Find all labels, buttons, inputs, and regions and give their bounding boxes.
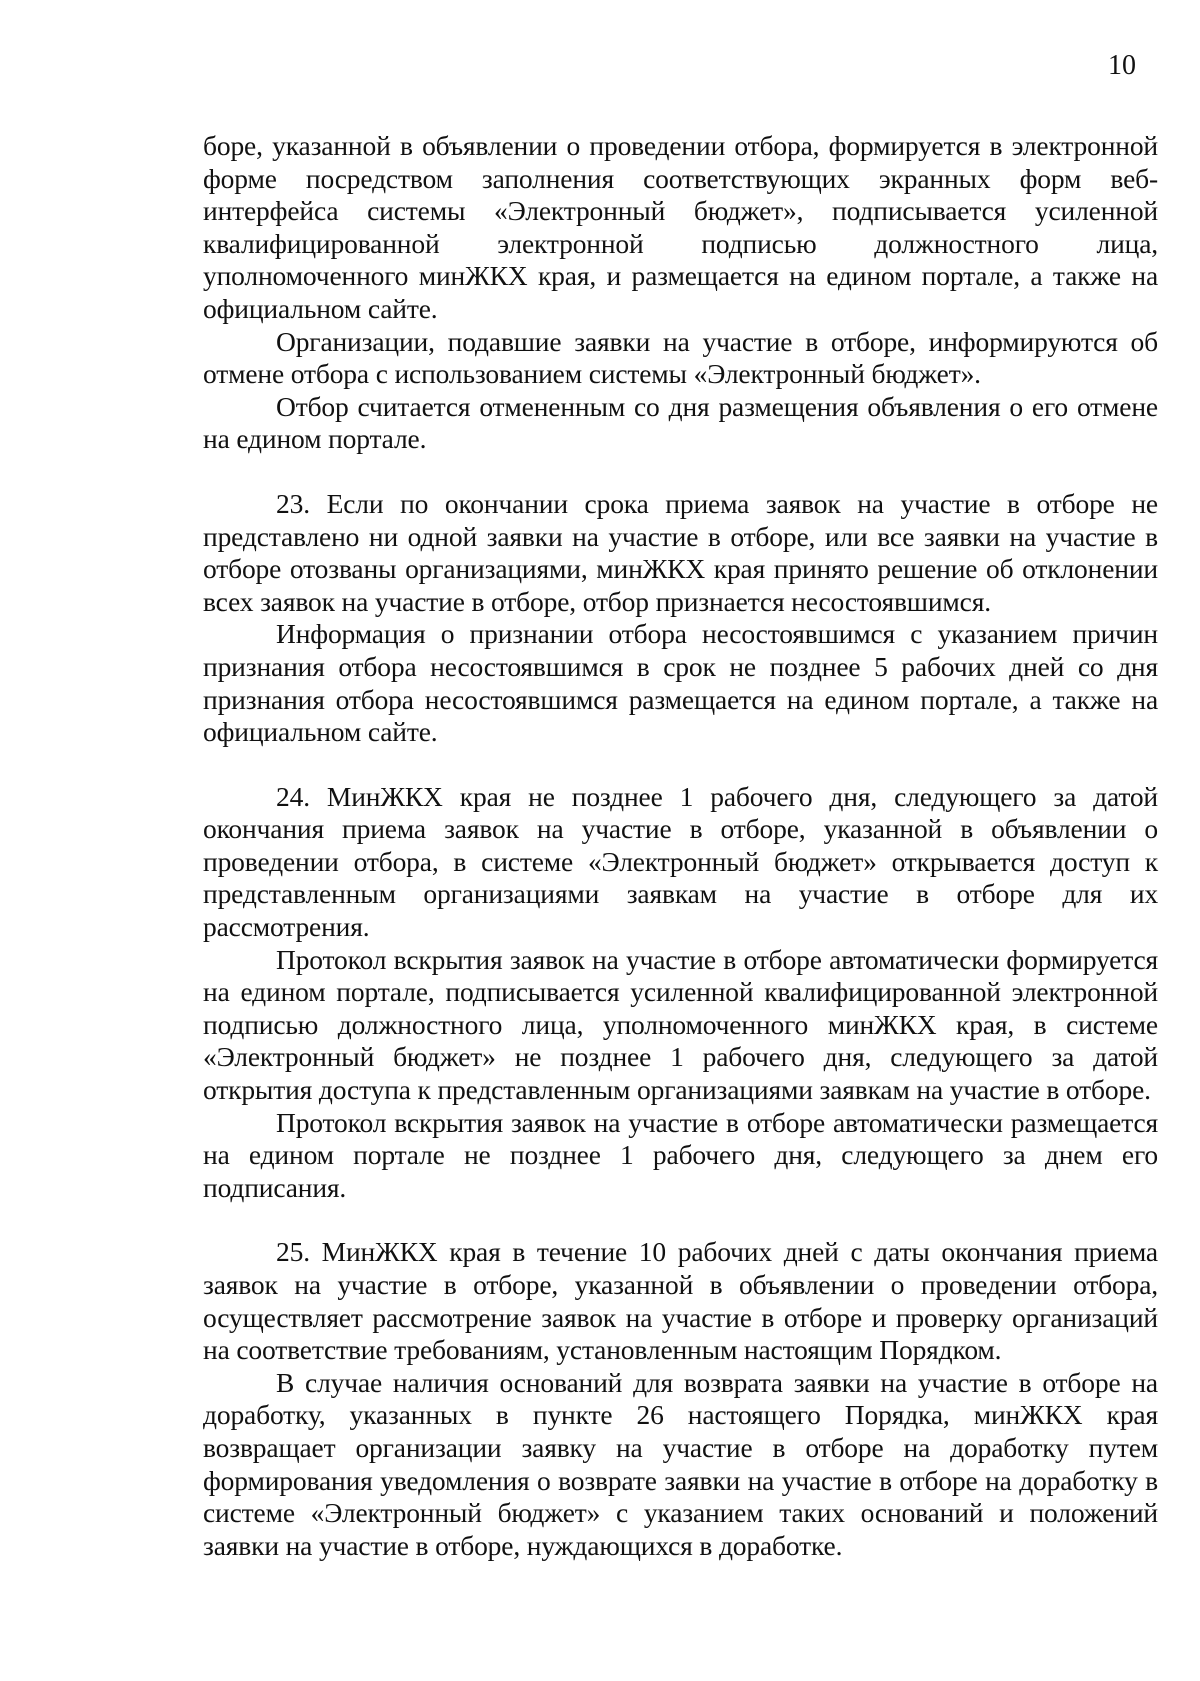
paragraph: В случае наличия оснований для возврата заявки на участие в отборе на доработку, указанных в пункте 26 настоящего Порядка, минЖКХ края возвращает организации заявку на участие в отборе на доработку путем формирования уведомления о возврате заявки на участие в отборе на доработку в системе «Электронный бюджет» с указанием таких оснований и положений заявки на участие в отборе, нуждающихся в доработке. <box>203 1366 1158 1561</box>
paragraph: Организации, подавшие заявки на участие в отборе, информируются об отмене отбора с использованием системы «Электронный бюджет». <box>203 325 1158 390</box>
paragraph: Информация о признании отбора несостоявшимся с указанием причин признания отбора несостоявшимся в срок не позднее 5 рабочих дней со дня признания отбора несостоявшимся размещается на едином портале, а также на официальном сайте. <box>203 618 1158 748</box>
paragraph: Протокол вскрытия заявок на участие в отборе автоматически формируется на едином портале, подписывается усиленной квалифицированной электронной подписью должностного лица, уполномоченного минЖКХ края, в системе «Электронный бюджет» не позднее 1 рабочего дня, следующего за датой открытия доступа к представленным организациями заявкам на участие в отборе. <box>203 943 1158 1106</box>
paragraph: Отбор считается отмененным со дня размещения объявления о его отмене на едином портале. <box>203 390 1158 455</box>
page-number: 10 <box>1108 50 1136 81</box>
paragraph-item-24: 24. МинЖКХ края не позднее 1 рабочего дня, следующего за датой окончания приема заявок на участие в отборе, указанной в объявлении о проведении отбора, в системе «Электронный бюджет» открывается доступ к представленным организациями заявкам на участие в отборе для их рассмотрения. <box>203 780 1158 943</box>
paragraph: Протокол вскрытия заявок на участие в отборе автоматически размещается на едином портале не позднее 1 рабочего дня, следующего за днем его подписания. <box>203 1106 1158 1203</box>
paragraph-item-23: 23. Если по окончании срока приема заявок на участие в отборе не представлено ни одной заявки на участие в отборе, или все заявки на участие в отборе отозваны организациями, минЖКХ края принято решение об отклонении всех заявок на участие в отборе, отбор признается несостоявшимся. <box>203 487 1158 617</box>
paragraph-item-25: 25. МинЖКХ края в течение 10 рабочих дней с даты окончания приема заявок на участие в отборе, указанной в объявлении о проведении отбора, осуществляет рассмотрение заявок на участие в отборе и проверку организаций на соответствие требованиям, установленным настоящим Порядком. <box>203 1236 1158 1366</box>
document-body <box>203 130 1158 1562</box>
paragraph-continuation: боре, указанной в объявлении о проведении отбора, формируется в электронной форме посредством заполнения соответствующих экранных форм веб-интерфейса системы «Электронный бюджет», подписывается усиленной квалифицированной электронной подписью должностного лица, уполномоченного минЖКХ края, и размещается на едином портале, а также на официальном сайте. <box>203 130 1158 324</box>
